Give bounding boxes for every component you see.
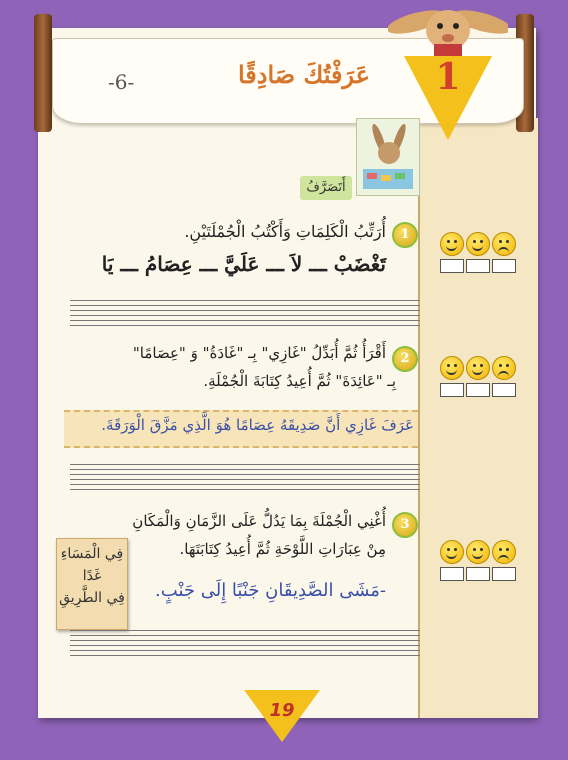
happy-face-icon [466,356,490,380]
scroll-pole-left [34,14,52,132]
checkbox[interactable] [440,259,464,273]
exercise-2-sentence: عَرَفَ غَازِي أَنَّ صَدِيقَهُ عِصَامًا هُوَ الَّذِي مَزَّقَ الْوَرَقَةَ. [101,416,414,434]
lesson-title: عَرَفْتُكَ صَادِقًا [237,60,370,89]
happy-face-icon [440,540,464,564]
rabbit-reading-picture-icon [356,118,420,196]
exercise-1-words: تَغْضَبْ ـــ لاَ ـــ عَلَيَّ ـــ عِصَامُ ـــ يَا [101,252,386,276]
note-phrase-2: غَدًا [82,568,102,584]
self-assessment-1 [438,232,518,273]
exercise-1-instruction: أُرَتِّبُ الْكَلِمَاتِ وَأَكْتُبُ الْجُمْلَتَيْنِ. [184,222,386,241]
bunny-illustration-icon [388,0,508,56]
exercise-1-badge: 1 [392,222,418,248]
self-assessment-2 [438,356,518,397]
checkbox[interactable] [492,259,516,273]
exercise-3-sentence: -مَشَى الصَّدِيقَانِ جَنْبًا إِلَى جَنْبٍ. [155,580,386,601]
exercise-2-instruction-line2: بِـ "عَائِدَةَ" ثُمَّ أُعِيدُ كِتَابَةَ الْجُمْلَةِ. [203,372,396,390]
checkbox[interactable] [492,383,516,397]
happy-face-icon [440,232,464,256]
happy-face-icon [466,540,490,564]
exercise-3-instruction-line1: أُغْنِي الْجُمْلَةَ بِمَا يَدُلُّ عَلَى الزَّمَانِ وَالْمَكَانِ [132,512,386,530]
checkbox[interactable] [466,259,490,273]
lesson-number: -6- [108,70,135,94]
exercise-2-badge: 2 [392,346,418,372]
happy-face-icon [440,356,464,380]
sad-face-icon [492,232,516,256]
sad-face-icon [492,356,516,380]
checkbox[interactable] [466,567,490,581]
note-phrase-3: فِي الطَّرِيقِ [59,590,125,606]
exercise-1-writing-lines[interactable] [70,300,420,330]
page-number: 19 [269,700,295,721]
unit-number: 1 [435,56,461,98]
exercise-3-writing-lines[interactable] [70,630,420,660]
note-phrase-1: فِي الْمَسَاءِ [60,546,124,562]
self-assessment-column [418,118,538,718]
time-place-note-card [56,538,128,630]
sad-face-icon [492,540,516,564]
checkbox[interactable] [440,383,464,397]
exercise-3-instruction-line2: مِنْ عِبَارَاتِ اللَّوْحَةِ ثُمَّ أُعِيدُ كِتَابَتَهَا. [179,540,386,558]
happy-face-icon [466,232,490,256]
checkbox[interactable] [440,567,464,581]
checkbox[interactable] [492,567,516,581]
exercise-2-instruction-line1: أَقْرَأُ ثُمَّ أُبَدِّلُ "غَازِي" بِـ "غَادَةُ" وَ "عِصَامًا" [132,344,386,362]
checkbox[interactable] [466,383,490,397]
self-assessment-3 [438,540,518,581]
exercise-3-badge: 3 [392,512,418,538]
section-tag: أَتَصَرَّفُ [300,176,352,200]
exercise-2-writing-lines[interactable] [70,464,420,494]
